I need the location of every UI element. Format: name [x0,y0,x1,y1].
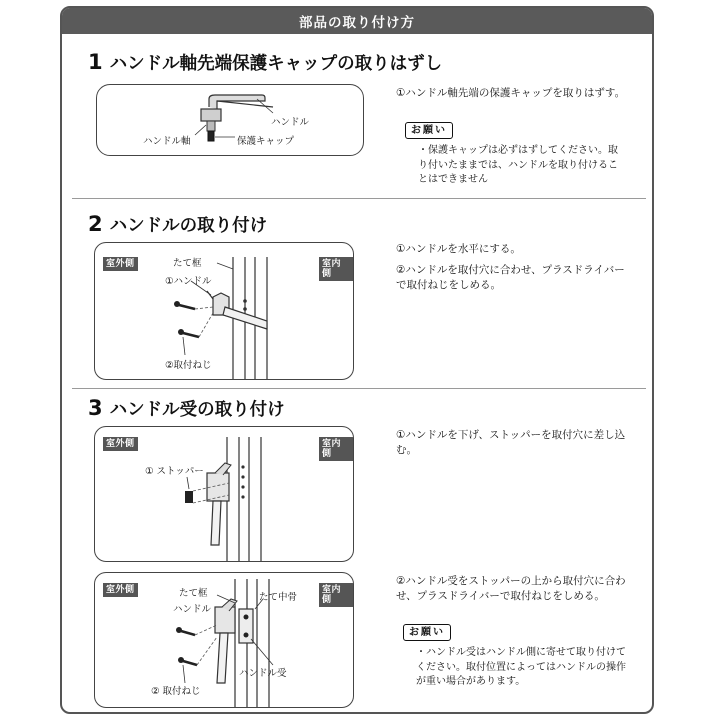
section-1-notice-text: ・保護キャップは必ずはずしてください。取り付いたままでは、ハンドルを取り付けることはできません [418,145,618,185]
inside-label: 室内側 [319,583,353,607]
section-1-notice-badge: お願い [405,122,453,139]
section-divider-2 [72,388,646,389]
handle-receiver-icon [239,609,253,643]
page-title: 部品の取り付け方 [299,15,415,31]
screw-icon [178,657,197,665]
section-1-title [88,50,442,75]
label-handle: ①ハンドル [165,276,212,287]
instruction-panel [60,6,654,714]
section-2-title [88,212,267,237]
section-2-heading: ハンドルの取り付け [109,216,268,236]
outside-label: 室外側 [103,437,138,451]
section-1-step-1: ①ハンドル軸先端の保護キャップを取りはずす。 [396,87,626,99]
inside-label: 室内側 [319,257,353,281]
label-mounting-screw: ② 取付ねじ [151,686,201,697]
stopper-icon [185,491,193,503]
section-1-number: 1 [88,50,103,74]
label-protective-cap: 保護キャップ [237,136,295,147]
label-handle: ハンドル [271,117,310,128]
screw-icon [178,329,199,337]
outside-label: 室外側 [103,583,138,597]
section-2-number: 2 [88,212,103,236]
page-header [62,8,652,34]
figure-stopper-insert [94,426,354,562]
handle-cap-illustration [97,85,364,156]
label-vertical-frame: たて框 [173,258,202,269]
inside-label: 室内側 [319,437,353,461]
label-handle-shaft: ハンドル軸 [143,136,191,147]
section-2-step-2: ②ハンドルを取付穴に合わせ、プラスドライバーで取付ねじをしめる。 [396,264,625,291]
section-3-notice-text: ・ハンドル受はハンドル側に寄せて取り付けてください。取付位置によってはハンドルの操作が重い場合があります。 [416,647,626,687]
section-3-title [88,396,285,421]
figure-handle-mounting [94,242,354,380]
section-3-notice-badge: お願い [403,624,451,641]
label-handle-receiver: ハンドル受 [239,668,287,679]
figure-receiver-mounting [94,572,354,708]
outside-label: 室外側 [103,257,138,271]
label-vertical-frame: たて框 [179,588,208,599]
label-stopper: ① ストッパー [145,466,204,477]
figure-cap-removal [96,84,364,156]
section-1-heading: ハンドル軸先端保護キャップの取りはずし [109,54,443,74]
screw-icon [176,627,195,635]
section-2-step-1: ①ハンドルを水平にする。 [396,243,521,255]
section-divider-1 [72,198,646,199]
section-3-number: 3 [88,396,103,420]
section-3-step-1: ①ハンドルを下げ、ストッパーを取付穴に差し込む。 [396,429,626,456]
section-3-step-2: ②ハンドル受をストッパーの上から取付穴に合わせ、プラスドライバーで取付ねじをしめる。 [396,575,626,602]
label-handle: ハンドル [173,604,212,615]
label-mounting-screw: ②取付ねじ [165,360,212,371]
screw-icon [174,301,195,309]
section-3-heading: ハンドル受の取り付け [109,400,285,420]
label-vertical-middle-bar: たて中骨 [259,592,298,603]
